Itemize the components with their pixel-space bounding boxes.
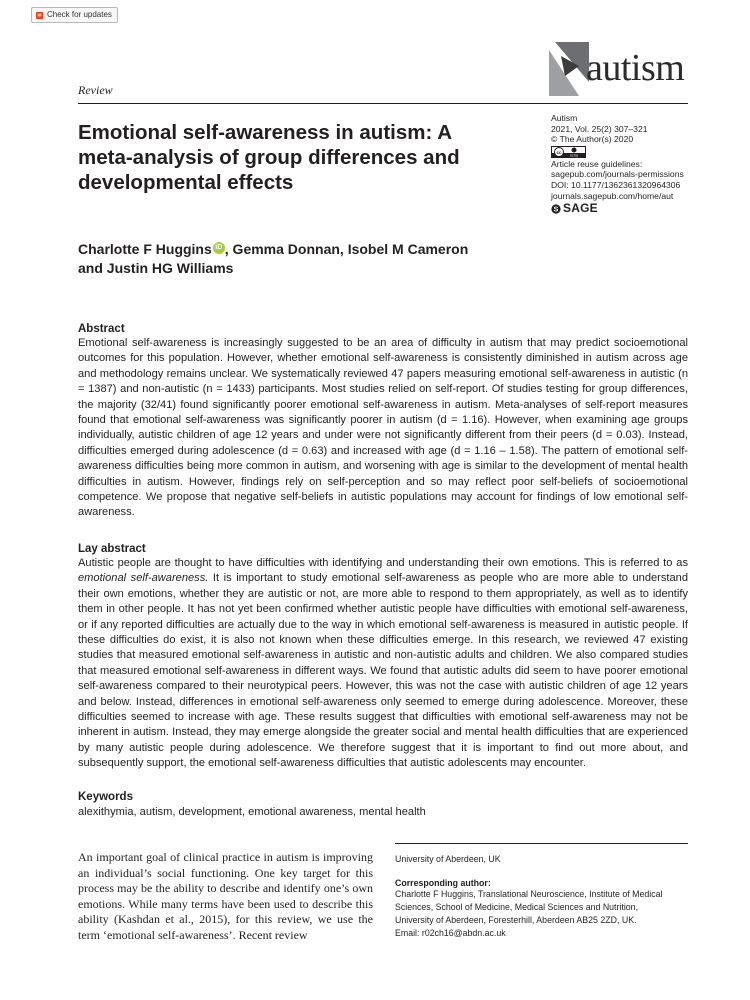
header-divider [78,103,688,104]
orcid-icon[interactable]: iD [213,242,225,254]
svg-text:cc: cc [556,149,562,155]
corresponding-email[interactable]: Email: r02ch16@abdn.ac.uk [395,928,506,938]
check-for-updates-badge[interactable] [31,7,118,23]
publisher-name: SAGE [563,201,598,216]
copyright: © The Author(s) 2020 [551,134,634,145]
svg-text:S: S [553,206,559,214]
lay-abstract-text [78,556,688,772]
affiliation: University of Aberdeen, UK [395,854,501,864]
article-title: Emotional self-awareness in autism: A meta-analysis of group differences and developmental effects [78,121,460,194]
corresponding-author-heading: Corresponding author: [395,878,491,888]
journal-logo [549,42,689,100]
citation: 2021, Vol. 25(2) 307–321 [551,123,648,134]
abstract-heading: Abstract [78,323,125,335]
lay-abstract-part1: Autistic people are thought to have difficulties with identifying and understanding their own emotions. This is referred to as [78,557,688,569]
sage-s-icon [551,203,561,215]
corresponding-author-details [395,888,685,940]
introduction-text: An important goal of clinical practice in autism is improving an individual’s social functioning. One key target for this process may be the ability to describe and identify one’s own emotions. While many terms have been used to describe this ability (Kashdan et al., 2015), for this review, we use the term ‘emotional self-awareness’. Recent review [78,850,373,942]
author-list [78,240,548,278]
author-others: , Gemma Donnan, Isobel M Cameron [224,241,469,257]
journal-name: Autism [551,113,578,123]
update-flag-icon [35,11,44,20]
doi[interactable]: DOI: 10.1177/1362361320964306 [551,179,681,190]
corresponding-line: University of Aberdeen, Foresterhill, Aberdeen AB25 2ZD, UK. [395,915,637,925]
publisher-logo [551,202,701,215]
article-type: Review [78,83,113,97]
author-last: and Justin HG Williams [78,260,234,276]
corresponding-line: Charlotte F Huggins, Translational Neuroscience, Institute of Medical [395,889,663,899]
journal-homepage-link[interactable]: journals.sagepub.com/home/aut [551,190,674,201]
autism-logo-mark-icon [549,42,589,96]
license-icon-text: cc by [570,153,578,158]
abstract-text: Emotional self-awareness is increasingly suggested to be an area of difficulty in autism that may predict socioemotional outcomes for this population. However, whether emotional self-awareness is consistently diminished in autism across age and methodology remains unclear. We systematically reviewed 47 papers measuring emotional self-awareness in autistic (n = 1387) and non-autistic (n = 1433) participants. Most studies relied on self-report. Of studies testing for group differences, the majority (32/41) found significantly poorer emotional self-awareness in autism. Meta-analyses of self-report measures found that emotional self-awareness was significantly poorer in autism (d = 1.16). However, when examining age groups individually, autistic children of age 12 years and under were not significantly different from their peers (d = 0.03). Instead, difficulties emerged during adolescence (d = 0.63) and increased with age (d = 1.16 – 1.58). The pattern of emotional self-awareness difficulties being more common in autism, and worsening with age is similar to the development of mental health difficulties in autism. However, findings rely on self-perception and so may reflect poor self-beliefs of socioemotional competence. We propose that negative self-beliefs in autistic populations may account for findings of low emotional self-awareness. [78,337,688,519]
footnote-divider [395,843,688,844]
journal-wordmark: autism [586,47,685,89]
reuse-guidelines-label: Article reuse guidelines: [551,158,643,169]
lay-abstract-heading: Lay abstract [78,543,146,555]
keywords-list: alexithymia, autism, development, emotional awareness, mental health [78,806,426,818]
creative-commons-license-icon[interactable] [551,146,586,158]
lay-abstract-part2: It is important to study emotional self-awareness as people who are more able to understand their own emotions, whether they are autistic or not, are more able to respond to them appropriately, as well as to identify them in other people. It has not yet been confirmed whether autistic people have difficulties with emotional self-awareness, or if any reported difficulties are actually due to the way in which emotional self-awareness is measured in autistic people. If these difficulties do exist, it is also not known when these difficulties emerge. In this research, we reviewed 47 existing studies that measured emotional self-awareness in autistic and non-autistic adults and children. We also compared studies that measured emotional self-awareness in different ways. We found that autistic adults did seem to have poorer emotional self-awareness compared to their neurotypical peers. However, this was not the case with autistic children of age 12 years and below. Instead, differences in emotional self-awareness only seemed to emerge during adolescence. Moreover, these difficulties seemed to increase with age. These results suggest that difficulties with emotional self-awareness may not be inherent in autism. Instead, they may emerge alongside the greater social and mental health difficulties that are experienced by many autistic people during adolescence. We therefore suggest that it is important to find out more about, and subsequently support, the emotional self-awareness difficulties that autistic adolescents may encounter. [78,572,689,770]
corresponding-line: Sciences, School of Medicine, Medical Sciences and Nutrition, [395,902,639,912]
reuse-guidelines-link[interactable]: sagepub.com/journals-permissions [551,169,684,180]
author-first: Charlotte F Huggins [78,241,212,257]
keywords-heading: Keywords [78,791,133,803]
lay-abstract-term: emotional self-awareness. [78,572,209,585]
article-metadata [551,113,701,215]
check-for-updates-label: Check for updates [47,10,112,19]
